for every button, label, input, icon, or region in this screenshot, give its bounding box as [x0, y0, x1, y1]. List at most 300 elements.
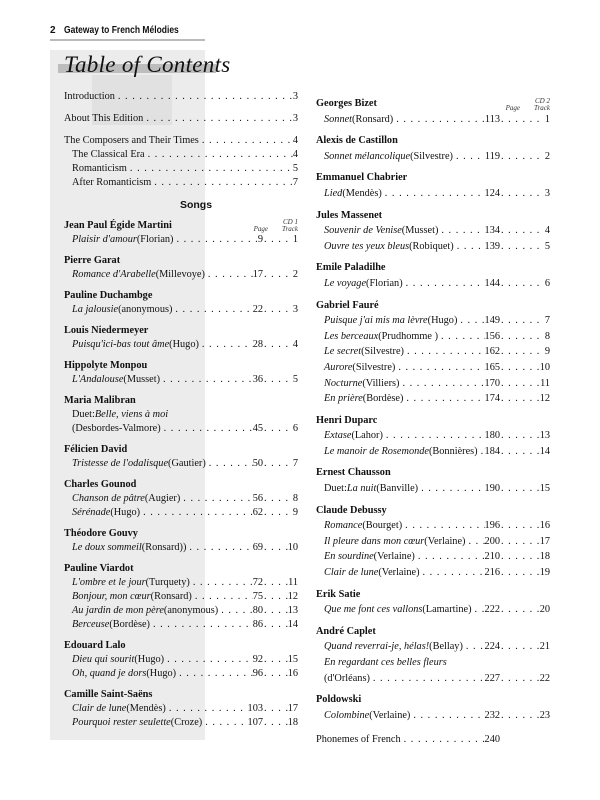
dot-leader: [500, 276, 542, 292]
song-title: Romance: [324, 520, 363, 532]
song-title-line: [64, 408, 298, 422]
dot-leader: [161, 422, 253, 436]
composer-name: Hippolyte Monpou: [64, 360, 148, 371]
track-cell: [263, 618, 298, 632]
track-cell: [500, 360, 550, 376]
song-entry[interactable]: [64, 233, 298, 247]
entry-page: 240: [484, 734, 500, 746]
dot-leader: [500, 518, 540, 534]
song-poet: (Desbordes-Valmore): [72, 423, 161, 434]
dot-leader: [453, 149, 485, 165]
track-cell: [500, 391, 550, 407]
dot-leader: [438, 223, 484, 239]
dot-leader: [500, 186, 542, 202]
composer-name: Félicien David: [64, 444, 128, 455]
dot-leader: [150, 618, 253, 632]
song-entry[interactable]: [316, 329, 550, 345]
dot-leader: [418, 481, 484, 497]
toc-entry-phonemes[interactable]: [316, 732, 500, 748]
song-title: L'Andalouse: [72, 374, 124, 385]
song-poet: (Hugo): [169, 339, 199, 350]
song-entry[interactable]: [316, 602, 550, 618]
song-title: Berceuse: [72, 619, 110, 630]
song-entry[interactable]: [64, 667, 298, 681]
song-page: 165: [484, 361, 500, 373]
track-cell: [263, 303, 298, 317]
track-cell: [500, 223, 550, 239]
song-track: 18: [539, 551, 550, 563]
song-track: 22: [539, 672, 550, 684]
dot-leader: [166, 702, 248, 716]
song-track: 23: [539, 709, 550, 721]
song-title: Quand reverrai-je, hélas!: [324, 641, 430, 653]
track-cell: [500, 534, 550, 550]
song-entry[interactable]: [64, 373, 298, 387]
composer-name: Claude Debussy: [316, 504, 387, 516]
song-title: Romance d'Arabelle: [72, 269, 156, 280]
track-cell: [263, 702, 298, 716]
song-poet: (Banville): [376, 483, 419, 495]
entry-page: 7: [292, 177, 298, 188]
dot-leader: [402, 518, 484, 534]
song-page: 180: [484, 430, 500, 442]
track-cell: [263, 590, 298, 604]
song-track: 1: [544, 113, 550, 125]
page-column-label: Page: [253, 225, 268, 233]
dot-leader: [404, 344, 485, 360]
song-entry[interactable]: [316, 276, 550, 292]
track-cell: [263, 233, 298, 247]
song-entry[interactable]: [316, 534, 550, 550]
composer-header: [64, 219, 298, 233]
dot-leader: [263, 653, 288, 667]
song-track: 9: [292, 507, 298, 518]
dot-leader: [263, 716, 288, 730]
song-entry[interactable]: [316, 708, 550, 724]
song-entry[interactable]: [64, 716, 298, 730]
dot-leader: [382, 186, 485, 202]
composer-group: [64, 562, 298, 632]
composer-group: [316, 413, 550, 460]
dot-leader: [145, 148, 293, 162]
composer-name: Emile Paladilhe: [316, 262, 386, 274]
dot-leader: [199, 134, 293, 148]
composer-name: Charles Gounod: [64, 479, 137, 490]
song-page: 174: [484, 393, 500, 405]
track-cell: [500, 671, 550, 687]
dot-leader: [263, 590, 288, 604]
dot-leader: [500, 565, 540, 581]
song-poet: (Robiquet): [409, 240, 454, 252]
song-track: 2: [544, 150, 550, 162]
song-entry[interactable]: [316, 239, 550, 255]
track-cell: [263, 653, 298, 667]
dot-leader: [463, 639, 485, 655]
page-title: Table of Contents: [64, 52, 231, 77]
composer-group: [316, 465, 550, 496]
toc-entry[interactable]: [64, 148, 298, 162]
composer-group: [64, 254, 298, 282]
song-page: 200: [484, 535, 500, 547]
song-poet: (Silvestre): [352, 361, 396, 373]
track-cell: [500, 565, 550, 581]
dot-leader: [263, 422, 290, 436]
song-entry[interactable]: [316, 313, 550, 329]
song-title: Sérénade: [72, 507, 111, 518]
song-track: 6: [544, 277, 550, 289]
song-page: 56: [252, 493, 263, 504]
dot-leader: [206, 457, 253, 471]
entry-label: Romanticism: [72, 163, 127, 174]
song-entry[interactable]: [316, 444, 550, 460]
song-title: Puisque j'ai mis ma lèvre: [324, 315, 428, 327]
composer-group: [64, 443, 298, 471]
song-entry[interactable]: [316, 481, 550, 497]
song-title: Sonnet: [324, 113, 353, 125]
dot-leader: [500, 481, 540, 497]
dot-leader: [199, 338, 253, 352]
song-poet: (Musset): [123, 374, 161, 385]
song-entry[interactable]: [64, 590, 298, 604]
song-entry[interactable]: [64, 618, 298, 632]
song-page: 96: [252, 668, 263, 679]
song-title: Le doux sommeil: [72, 542, 142, 553]
right-column: [316, 90, 550, 748]
dot-leader: [263, 604, 288, 618]
running-head: [50, 25, 205, 41]
songs-heading: Songs: [179, 199, 213, 211]
song-track: 12: [539, 393, 550, 405]
song-poet: (Hugo): [146, 668, 177, 679]
song-poet: (Silvestre): [410, 150, 453, 162]
dot-leader: [399, 376, 484, 392]
dot-leader: [186, 541, 252, 555]
song-poet: (Turquety): [145, 577, 190, 588]
song-track: 12: [287, 591, 298, 602]
dot-leader: [127, 162, 293, 176]
page-column-label: Page: [505, 103, 520, 112]
dot-leader: [454, 239, 485, 255]
song-page: 72: [252, 577, 263, 588]
song-poet: (Ronsard)): [141, 542, 187, 553]
song-poet: (Ronsard): [352, 113, 394, 125]
composer-name: Ernest Chausson: [316, 467, 391, 479]
song-page: 50: [252, 458, 263, 469]
dot-leader: [500, 671, 540, 687]
song-page: 134: [484, 225, 500, 237]
dot-leader: [263, 338, 290, 352]
song-entry[interactable]: [316, 518, 550, 534]
song-title: Les berceaux: [324, 330, 379, 342]
song-track: 3: [544, 187, 550, 199]
composer-name: Edouard Lalo: [64, 640, 126, 651]
composer-name: Camille Saint-Saëns: [64, 689, 153, 700]
track-cell: [500, 239, 550, 255]
song-page: 139: [484, 240, 500, 252]
song-entry[interactable]: [64, 457, 298, 471]
composer-group: [64, 324, 298, 352]
song-poet: (Bonnières): [428, 445, 478, 457]
dot-leader: [500, 534, 540, 550]
composer-group: [64, 219, 298, 247]
song-entry[interactable]: [64, 541, 298, 555]
song-entry[interactable]: [316, 549, 550, 565]
track-cell: [263, 422, 298, 436]
song-track: 11: [540, 377, 550, 389]
song-page: 190: [484, 483, 500, 495]
track-cell: [500, 276, 550, 292]
song-track: 8: [292, 493, 298, 504]
song-entry[interactable]: [64, 506, 298, 520]
dot-leader: [500, 376, 540, 392]
dot-leader: [192, 590, 253, 604]
song-poet: (Mendès): [126, 703, 166, 714]
track-cell: [500, 481, 550, 497]
song-poet: (d'Orléans): [324, 672, 370, 684]
entry-page: 3: [292, 113, 298, 124]
track-cell: [263, 541, 298, 555]
dot-leader: [143, 112, 293, 126]
dot-leader: [500, 428, 540, 444]
composer-name: Jules Massenet: [316, 209, 383, 221]
song-page: 36: [252, 374, 263, 385]
song-title: L'ombre et le jour: [72, 577, 146, 588]
song-track: 14: [287, 619, 298, 630]
song-entry[interactable]: [64, 303, 298, 317]
song-entry[interactable]: [316, 671, 550, 687]
entry-page: 4: [292, 135, 298, 146]
song-page: 144: [484, 277, 500, 289]
song-entry[interactable]: [316, 639, 550, 655]
dot-leader: [500, 313, 542, 329]
song-entry[interactable]: [64, 604, 298, 618]
song-track: 17: [539, 535, 550, 547]
song-title: Tristesse de l'odalisque: [72, 458, 169, 469]
dot-leader: [263, 506, 290, 520]
toc-entry[interactable]: [64, 176, 298, 190]
page-number: 2: [50, 25, 56, 36]
track-cell: [500, 112, 550, 128]
dot-leader: [263, 576, 288, 590]
song-poet: (Prudhomme ): [378, 330, 439, 342]
composer-group: [64, 478, 298, 520]
song-entry[interactable]: [316, 223, 550, 239]
composer-group: [64, 359, 298, 387]
track-cell: [500, 376, 550, 392]
song-title: Bonjour, mon cœur: [72, 591, 151, 602]
composer-group: [64, 639, 298, 681]
track-cell: [263, 506, 298, 520]
entry-label: Phonemes of French: [316, 734, 401, 746]
dot-leader: [500, 549, 540, 565]
toc-entry[interactable]: [64, 162, 298, 176]
song-entry[interactable]: [64, 492, 298, 506]
song-entry[interactable]: [64, 702, 298, 716]
song-title: Au jardin de mon père: [72, 605, 164, 616]
entry-page: 3: [292, 91, 298, 102]
song-title: Lied: [324, 187, 343, 199]
composer-group: [64, 527, 298, 555]
song-title: La nuit: [346, 483, 377, 495]
song-entry[interactable]: [64, 338, 298, 352]
toc-entry[interactable]: [64, 112, 298, 126]
entry-page: 5: [292, 163, 298, 174]
song-poet: (Florian): [136, 234, 174, 245]
song-title: Que me font ces vallons: [324, 604, 423, 616]
song-entry[interactable]: [316, 360, 550, 376]
dot-leader: [393, 112, 485, 128]
composer-group: [316, 260, 550, 291]
dot-leader: [383, 428, 485, 444]
dot-leader: [370, 671, 485, 687]
song-poet: (Hugo): [134, 654, 165, 665]
dot-leader: [151, 176, 293, 190]
song-poet: (Villiers): [362, 377, 400, 389]
song-title: Clair de lune: [324, 567, 379, 579]
song-entry[interactable]: [316, 186, 550, 202]
track-cell: [500, 444, 550, 460]
song-track: 2: [292, 269, 298, 280]
dot-leader: [500, 112, 542, 128]
track-label: Track: [282, 225, 298, 233]
song-entry[interactable]: [316, 149, 550, 165]
song-title: Nocturne: [324, 377, 363, 389]
song-entry[interactable]: [316, 376, 550, 392]
entry-label: After Romanticism: [72, 177, 152, 188]
dot-leader: [180, 492, 252, 506]
song-poet: (anonymous): [163, 605, 219, 616]
song-page: 216: [484, 567, 500, 579]
song-title: En prière: [324, 393, 363, 405]
song-entry[interactable]: [64, 268, 298, 282]
song-poet: (Hugo): [110, 507, 141, 518]
song-page: 22: [252, 304, 263, 315]
composer-name: Louis Niedermeyer: [64, 325, 149, 336]
song-track: 21: [539, 641, 550, 653]
toc-entry[interactable]: [64, 134, 298, 148]
dot-leader: [202, 716, 247, 730]
song-title: En sourdine: [324, 551, 374, 563]
dot-leader: [173, 233, 257, 247]
song-poet: (Croze): [170, 717, 203, 728]
song-track: 5: [544, 240, 550, 252]
song-page: 156: [484, 330, 500, 342]
song-track: 5: [292, 374, 298, 385]
composer-group: [316, 692, 550, 723]
song-entry[interactable]: [316, 391, 550, 407]
song-entry[interactable]: [64, 422, 298, 436]
composer-group: [64, 688, 298, 730]
song-title: Ouvre tes yeux bleus: [324, 240, 410, 252]
dot-leader: [205, 268, 253, 282]
track-cell: [263, 268, 298, 282]
song-title: Il pleure dans mon cœur: [324, 535, 425, 547]
entry-page: 4: [292, 149, 298, 160]
song-title: Colombine: [324, 709, 370, 721]
dot-leader: [438, 329, 485, 345]
song-page: 227: [484, 672, 500, 684]
composer-group: [316, 503, 550, 581]
dot-leader: [263, 618, 288, 632]
composer-name: Georges Bizet: [316, 98, 377, 109]
song-page: 170: [484, 377, 500, 389]
song-entry[interactable]: [64, 576, 298, 590]
composer-name: Erik Satie: [316, 588, 361, 600]
track-cell: [263, 338, 298, 352]
dot-leader: [263, 457, 290, 471]
song-track: 9: [544, 346, 550, 358]
song-entry[interactable]: [316, 565, 550, 581]
dot-leader: [395, 360, 484, 376]
song-track: 1: [292, 234, 298, 245]
song-track: 16: [539, 520, 550, 532]
dot-leader: [500, 344, 542, 360]
song-entry[interactable]: [316, 112, 550, 128]
track-cell: [263, 492, 298, 506]
dot-leader: [472, 602, 485, 618]
composer-group: [316, 298, 550, 407]
dot-leader: [420, 565, 485, 581]
track-cell: [263, 576, 298, 590]
track-cell: [500, 708, 550, 724]
track-cell: [500, 518, 550, 534]
song-entry[interactable]: [316, 344, 550, 360]
composer-group: [64, 289, 298, 317]
song-page: 119: [484, 150, 500, 162]
composer-name: Théodore Gouvy: [64, 528, 138, 539]
song-poet: (Lamartine): [422, 604, 472, 616]
dot-leader: [500, 223, 542, 239]
song-poet: (Millevoye): [155, 269, 205, 280]
track-column-label: [524, 98, 550, 112]
composer-name: Maria Malibran: [64, 395, 136, 406]
composer-name: Pierre Garat: [64, 255, 121, 266]
composer-name: Pauline Viardot: [64, 563, 134, 574]
composer-name: Pauline Duchambge: [64, 290, 153, 301]
composer-name: Gabriel Fauré: [316, 299, 379, 311]
dot-leader: [263, 268, 290, 282]
song-title: Le secret: [324, 346, 362, 358]
dot-leader: [500, 602, 540, 618]
book-title: Gateway to French Mélodies: [63, 25, 179, 36]
song-page: 232: [484, 709, 500, 721]
song-title: Oh, quand je dors: [72, 668, 147, 679]
song-track: 14: [539, 445, 550, 457]
toc-entry[interactable]: [64, 90, 298, 104]
track-cell: [263, 457, 298, 471]
cd-label: CD 2: [535, 96, 550, 105]
track-cell: [263, 667, 298, 681]
entry-label: About This Edition: [64, 113, 144, 124]
song-page: 92: [252, 654, 263, 665]
dot-leader: [263, 303, 290, 317]
song-page: 113: [484, 113, 500, 125]
song-track: 17: [287, 703, 298, 714]
song-page: 162: [484, 346, 500, 358]
song-track: 13: [287, 605, 298, 616]
song-page: 224: [484, 641, 500, 653]
song-poet: (Bordèse): [109, 619, 150, 630]
song-page: 28: [252, 339, 263, 350]
song-title: Le voyage: [324, 277, 367, 289]
dot-leader: [500, 708, 540, 724]
song-entry[interactable]: [64, 653, 298, 667]
composer-name: Henri Duparc: [316, 414, 378, 426]
dot-leader: [500, 639, 540, 655]
song-entry[interactable]: [316, 428, 550, 444]
composer-name: André Caplet: [316, 625, 376, 637]
track-cell: [500, 149, 550, 165]
